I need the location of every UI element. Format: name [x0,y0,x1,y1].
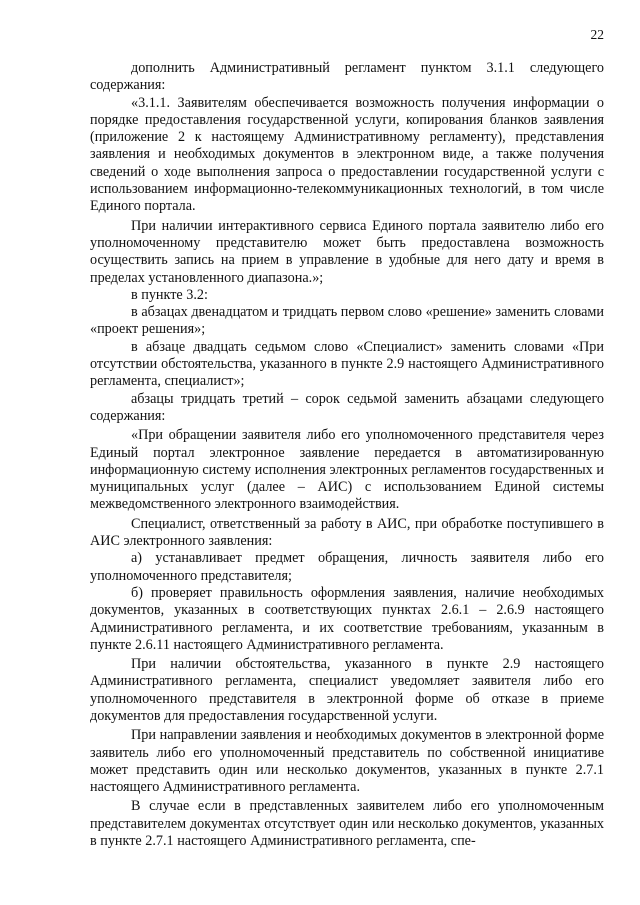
paragraph-refusal-notice: При наличии обстоятельства, указанного в пункте 2.9 настоящего Административного регламента, специалист уведомляет заявителя либо его уполномоченного представителя в электронной форме об отказе в приеме документов для предоставления государственной услуги. [90,656,604,724]
paragraph-interactive-service: При наличии интерактивного сервиса Единого портала заявителю либо его уполномоченному представителю может быть предоставлена возможность осуществить запись на прием в управление в удобные для него дату и время в пределах установленного диапазона.»; [90,217,604,286]
paragraph-amendment-intro: дополнить Административный регламент пунктом 3.1.1 следующего содержания: [90,60,604,94]
paragraph-missing-documents: В случае если в представленных заявителем либо его уполномоченным представителем документах отсутствует один или несколько документов, указанных в пункте 2.7.1 настоящего Административного регламента, спе- [90,798,604,850]
paragraph-item-b: б) проверяет правильность оформления заявления, наличие необходимых документов, указанных в соответствующих пунктах 2.6.1 – 2.6.9 настоящего Административного регламента, и их соответствие требованиям, указанным в пункте 2.6.11 настоящего Административного регламента. [90,584,604,653]
paragraph-item-a: а) устанавливает предмет обращения, личность заявителя либо его уполномоченного представителя; [90,550,604,584]
paragraph-portal-submission: «При обращении заявителя либо его уполномоченного представителя через Единый портал электронное заявление передается в автоматизированную информационную систему исполнения электронных регламентов государственных и муниципальных услуг (далее – АИС) с использованием Единой системы межведомственного электронного взаимодействия. [90,427,604,513]
document-body [90,60,604,850]
paragraph-replace-specialist: в абзаце двадцать седьмом слово «Специалист» заменить словами «При отсутствии обстоятельства, указанного в пункте 2.9 настоящего Административного регламента, специалист»; [90,338,604,390]
paragraph-own-initiative: При направлении заявления и необходимых документов в электронной форме заявитель либо его уполномоченный представитель по собственной инициативе может представить один или несколько документов, указанных в пункте 2.7.1 настоящего Административного регламента. [90,727,604,796]
paragraph-ais-specialist: Специалист, ответственный за работу в АИС, при обработке поступившего в АИС электронного заявления: [90,515,604,550]
page-number: 22 [590,27,604,42]
paragraph-replace-decision: в абзацах двенадцатом и тридцать первом слово «решение» заменить словами «проект решения»; [90,304,604,338]
paragraph-replace-abzats: абзацы тридцать третий – сорок седьмой заменить абзацами следующего содержания: [90,390,604,424]
paragraph-item-3-2: в пункте 3.2: [131,286,208,303]
paragraph-clause-3-1-1: «3.1.1. Заявителям обеспечивается возможность получения информации о порядке предоставления государственной услуги, копирования бланков заявления (приложение 2 к настоящему Административному регламенту), представления заявления и необходимых документов в электронном виде, а также получения сведений о ходе выполнения запроса о предоставлении государственной услуги с использованием информационно-телекоммуникационных технологий, в том числе Единого портала. [90,94,604,215]
